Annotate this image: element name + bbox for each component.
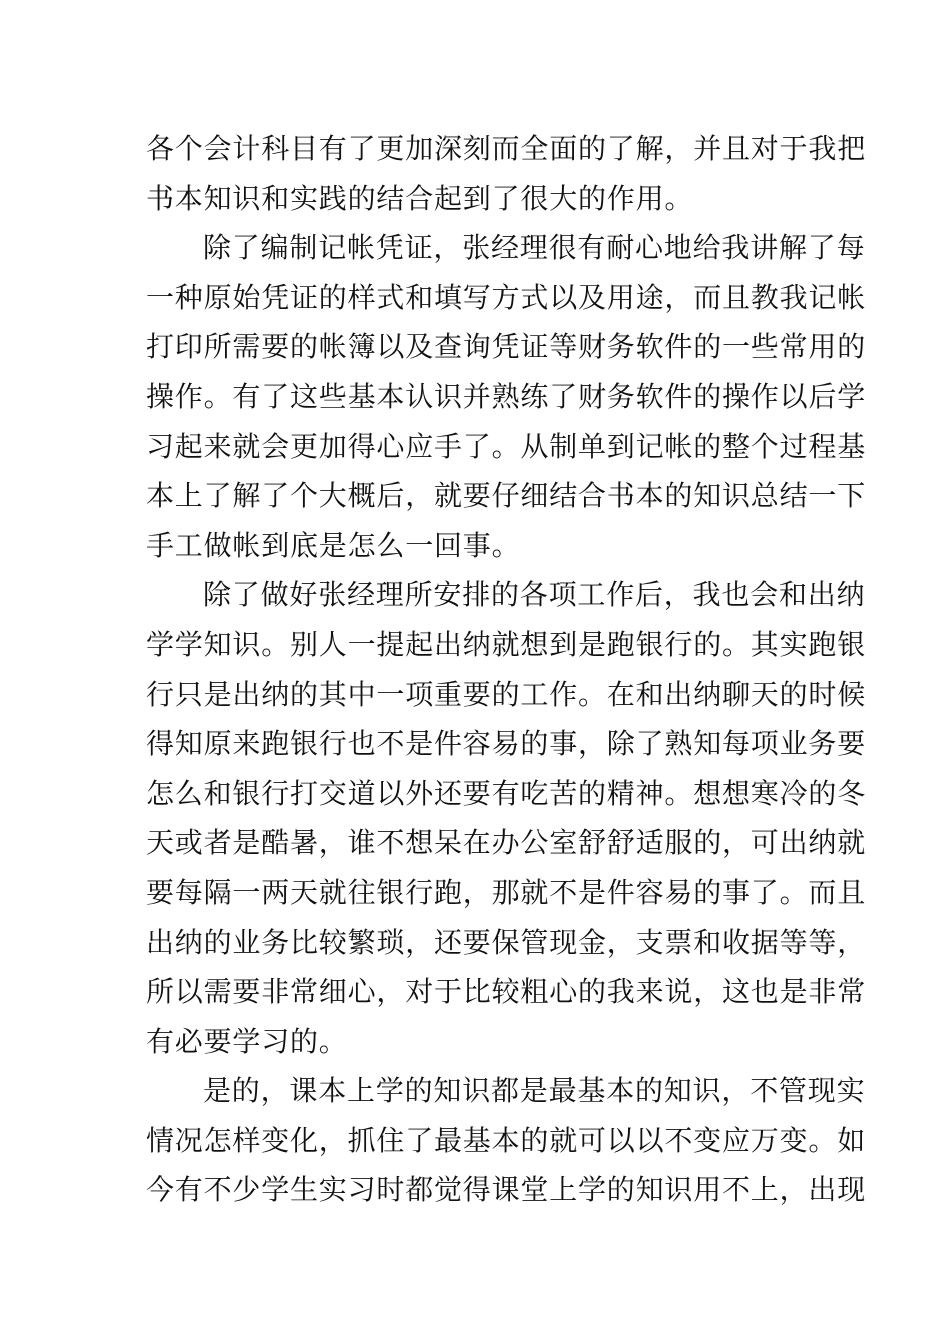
text-line: 打印所需要的帐簿以及查询凭证等财务软件的一些常用的	[146, 330, 867, 364]
text-line: 一种原始凭证的样式和填写方式以及用途，而且教我记帐	[146, 280, 867, 314]
text-line: 出纳的业务比较繁琐，还要保管现金，支票和收据等等，	[146, 925, 867, 959]
text-line: 得知原来跑银行也不是件容易的事，除了熟知每项业务要	[146, 727, 867, 761]
text-line: 怎么和银行打交道以外还要有吃苦的精神。想想寒冷的冬	[146, 776, 867, 810]
text-line: 情况怎样变化，抓住了最基本的就可以以不变应万变。如	[146, 1123, 867, 1157]
text-line: 习起来就会更加得心应手了。从制单到记帐的整个过程基	[146, 429, 867, 463]
text-line: 要每隔一两天就往银行跑，那就不是件容易的事了。而且	[146, 875, 867, 909]
text-line: 行只是出纳的其中一项重要的工作。在和出纳聊天的时候	[146, 677, 867, 711]
text-line: 天或者是酷暑，谁不想呆在办公室舒舒适服的，可出纳就	[146, 826, 867, 860]
text-line: 各个会计科目有了更加深刻而全面的了解，并且对于我把	[146, 132, 867, 165]
text-line: 所以需要非常细心，对于比较粗心的我来说，这也是非常	[146, 975, 867, 1009]
text-line: 本上了解了个大概后，就要仔细结合书本的知识总结一下	[146, 479, 867, 513]
text-line: 手工做帐到底是怎么一回事。	[146, 528, 521, 562]
text-line: 操作。有了这些基本认识并熟练了财务软件的操作以后学	[146, 379, 867, 413]
paragraph-start-line: 除了编制记帐凭证，张经理很有耐心地给我讲解了每	[203, 231, 866, 265]
text-line: 今有不少学生实习时都觉得课堂上学的知识用不上，出现	[146, 1173, 867, 1207]
paragraph-start-line: 除了做好张经理所安排的各项工作后，我也会和出纳	[203, 578, 866, 612]
body-text	[146, 124, 867, 1215]
text-line: 书本知识和实践的结合起到了很大的作用。	[146, 181, 694, 215]
paragraph-start-line: 是的，课本上学的知识都是最基本的知识，不管现实	[203, 1074, 866, 1108]
text-line: 学学知识。别人一提起出纳就想到是跑银行的。其实跑银	[146, 627, 867, 661]
text-line: 有必要学习的。	[146, 1024, 348, 1058]
